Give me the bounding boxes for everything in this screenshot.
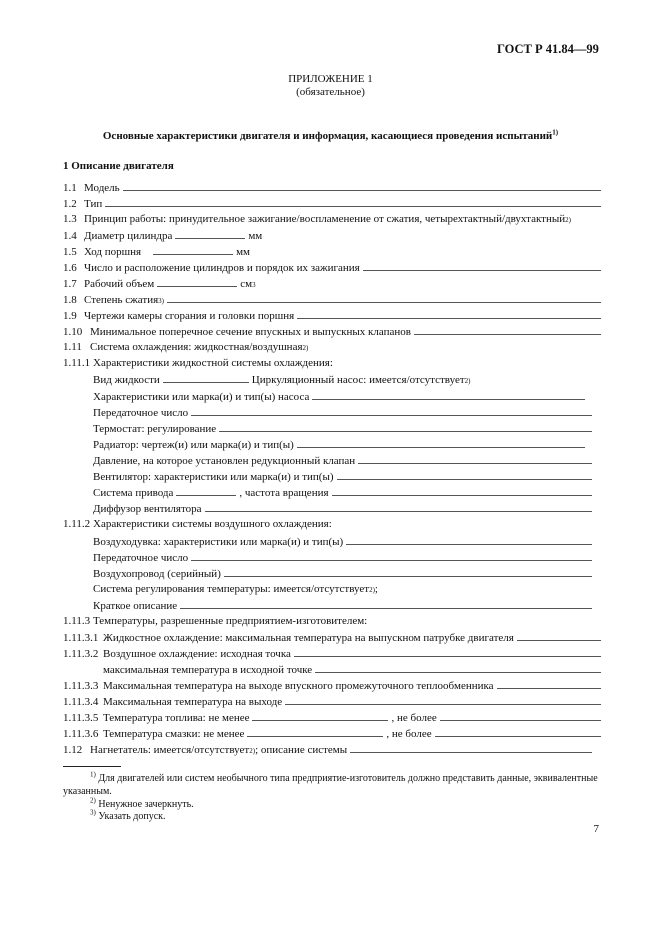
form-row-liquid-type: Вид жидкости Циркуляционный насос: имеется/отсутствует 2) — [93, 374, 471, 386]
page-number: 7 — [593, 823, 599, 835]
footnote-divider — [63, 766, 121, 767]
footnote-mark: 1) — [90, 770, 96, 779]
blank-line — [167, 292, 601, 303]
footnote-mark: 3) — [90, 808, 96, 817]
form-row-liquid-max-temp — [63, 630, 601, 644]
blank-line — [497, 678, 601, 689]
row-label: Число и расположение цилиндров и порядок их зажигания — [84, 262, 360, 274]
row-label: Система регулирования температуры: имеется/отсутствует — [93, 583, 370, 595]
form-row-air-gear-ratio — [93, 550, 592, 564]
blank-line — [294, 646, 601, 657]
form-row-supercharger: 1.12 Нагнетатель: имеется/отсутствует 2) ; описание системы — [63, 742, 592, 756]
blank-line — [358, 453, 592, 464]
standard-code: ГОСТ Р 41.84—99 — [497, 42, 599, 56]
row-number: 1.7 — [63, 278, 77, 290]
row-number: 1.11.3.6 — [63, 728, 99, 740]
row-label: Характеристики или марка(и) и тип(ы) насоса — [93, 391, 310, 403]
row-label: Модель — [84, 182, 120, 194]
row-number: 1.2 — [63, 198, 77, 210]
form-row-radiator — [93, 437, 585, 451]
form-row-gear-ratio — [93, 405, 592, 419]
form-row-fan-shroud — [93, 501, 592, 515]
form-row-compression-ratio: 1.8 Степень сжатия 3) — [63, 292, 601, 306]
footnote-1 — [63, 772, 600, 798]
row-number: 1.12 — [63, 744, 83, 756]
footnote-text: Ненужное зачеркнуть. — [98, 799, 194, 810]
unit-label: см — [240, 278, 253, 290]
row-label: Температура смазки: не менее — [103, 728, 245, 740]
form-row-air-reference-point — [63, 646, 601, 660]
blank-line — [219, 421, 592, 432]
row-label: Принцип работы: принудительное зажигание/воспламенение от сжатия, четырехтактный/двухтактный — [84, 213, 566, 225]
row-label: Ход поршня — [84, 246, 142, 258]
document-title-footnote-mark: 1) — [552, 128, 559, 137]
blank-line — [247, 726, 383, 737]
document-title-text: Основные характеристики двигателя и информация, касающиеся проведения испытаний — [102, 130, 553, 142]
row-number: 1.8 — [63, 294, 77, 306]
footnote-text: Указать допуск. — [98, 811, 166, 822]
row-number: 1.11.3.3 — [63, 680, 99, 692]
row-label: Система охлаждения: жидкостная/воздушная — [90, 341, 303, 353]
row-label: Диаметр цилиндра — [84, 230, 173, 242]
form-row-air-max-temp — [103, 662, 601, 676]
row-number: 1.10 — [63, 326, 83, 338]
row-label: Температуры, разрешенные предприятием-изготовителем: — [93, 615, 368, 627]
form-row-valves — [63, 324, 601, 338]
blank-line — [363, 260, 601, 271]
form-row-displacement: 1.7 Рабочий объем см 3 — [63, 278, 256, 290]
row-label-secondary: ; описание системы — [255, 744, 348, 756]
row-label: Характеристики системы воздушного охлаждения: — [93, 518, 332, 530]
row-number: 1.11.3.2 — [63, 648, 99, 660]
row-label-secondary: , не более — [391, 712, 437, 724]
row-label: Термостат: регулирование — [93, 423, 217, 435]
blank-line — [191, 405, 592, 416]
blank-line — [312, 389, 585, 400]
form-row-air-cooling — [63, 517, 601, 531]
row-number: 1.6 — [63, 262, 77, 274]
blank-line — [123, 180, 601, 191]
row-label: Минимальное поперечное сечение впускных и выпускных клапанов — [90, 326, 411, 338]
blank-line — [205, 501, 592, 512]
document-title — [0, 130, 661, 142]
blank-line — [297, 308, 601, 319]
blank-line — [175, 228, 245, 239]
blank-line — [337, 469, 592, 480]
form-row-temperatures — [63, 614, 601, 628]
row-number: 1.11 — [63, 341, 82, 353]
row-label-secondary: , не более — [386, 728, 432, 740]
blank-line — [435, 726, 601, 737]
form-row-blower — [93, 534, 592, 548]
form-row-type — [63, 196, 601, 210]
row-number: 1.3 — [63, 213, 77, 225]
row-label: Воздушное охлаждение: исходная точка — [103, 648, 291, 660]
row-label: Температура топлива: не менее — [103, 712, 250, 724]
row-label: Вид жидкости — [93, 374, 160, 386]
form-row-model — [63, 180, 601, 194]
row-label: Рабочий объем — [84, 278, 155, 290]
row-number: 1.5 — [63, 246, 77, 258]
row-label: Характеристики жидкостной системы охлаждения: — [93, 357, 333, 369]
form-row-temperature-control: Система регулирования температуры: имеется/отсутствует 2) ; — [93, 583, 378, 595]
form-row-intercooler-temp — [63, 678, 601, 692]
form-row-pump — [93, 389, 585, 403]
appendix-subtitle: (обязательное) — [296, 86, 365, 98]
blank-line — [440, 710, 601, 721]
row-label: Максимальная температура на выходе впускного промежуточного теплообменника — [103, 680, 494, 692]
form-row-cylinders — [63, 260, 601, 274]
blank-line — [176, 485, 236, 496]
blank-line — [157, 276, 237, 287]
form-row-thermostat — [93, 421, 592, 435]
row-label-secondary: Циркуляционный насос: имеется/отсутствует — [251, 374, 465, 386]
blank-line — [297, 437, 585, 448]
row-number: 1.11.3.1 — [63, 632, 99, 644]
row-label: Диффузор вентилятора — [93, 503, 202, 515]
footnote-mark: 2) — [90, 796, 96, 805]
blank-line — [517, 630, 601, 641]
row-label: Радиатор: чертеж(и) или марка(и) и тип(ы) — [93, 439, 294, 451]
row-number: 1.11.3.4 — [63, 696, 99, 708]
form-row-operating-principle: 1.3 Принцип работы: принудительное зажигание/воспламенение от сжатия, четырехтактный/двухтактный 2) — [63, 213, 571, 225]
blank-line — [105, 196, 601, 207]
row-label: Степень сжатия — [84, 294, 159, 306]
unit-label: мм — [236, 246, 251, 258]
row-label: Нагнетатель: имеется/отсутствует — [90, 744, 250, 756]
blank-line — [163, 372, 249, 383]
form-row-liquid-cooling — [63, 356, 601, 370]
row-number: 1.11.1 — [63, 357, 91, 369]
blank-line — [350, 742, 592, 753]
form-row-combustion-chamber — [63, 308, 601, 322]
row-label: Воздуходувка: характеристики или марка(и) и тип(ы) — [93, 536, 344, 548]
row-label: Вентилятор: характеристики или марка(и) и тип(ы) — [93, 471, 334, 483]
form-row-fuel-temp — [63, 710, 601, 724]
row-label: Максимальная температура на выходе — [103, 696, 283, 708]
form-row-air-duct — [93, 566, 592, 580]
appendix-heading — [0, 73, 661, 99]
row-number: 1.11.3.5 — [63, 712, 99, 724]
blank-line — [285, 694, 601, 705]
form-row-bore — [63, 228, 262, 242]
unit-label: мм — [248, 230, 263, 242]
row-label-secondary: , частота вращения — [239, 487, 329, 499]
row-label: Краткое описание — [93, 600, 178, 612]
row-number: 1.9 — [63, 310, 77, 322]
row-label: максимальная температура в исходной точке — [103, 664, 313, 676]
row-label: Система привода — [93, 487, 174, 499]
form-row-stroke — [63, 244, 250, 258]
form-row-oil-temp — [63, 726, 601, 740]
row-label: Воздухопровод (серийный) — [93, 568, 221, 580]
form-row-cooling-system: 1.11 Система охлаждения: жидкостная/воздушная 2) — [63, 341, 309, 353]
blank-line — [224, 566, 592, 577]
blank-line — [315, 662, 601, 673]
row-punctuation: ; — [374, 583, 378, 595]
form-row-drive-system — [93, 485, 592, 499]
blank-line — [191, 550, 592, 561]
form-row-outlet-temp — [63, 694, 601, 708]
form-row-fan — [93, 469, 592, 483]
row-label: Чертежи камеры сгорания и головки поршня — [84, 310, 295, 322]
blank-line — [180, 598, 592, 609]
form-row-brief-description — [93, 598, 592, 612]
row-label: Тип — [84, 198, 103, 210]
blank-line — [252, 710, 388, 721]
row-label: Давление, на которое установлен редукционный клапан — [93, 455, 356, 467]
footnote-text: Для двигателей или систем необычного типа предприятие-изготовитель должно представить данные, эквивалентные указанным. — [63, 773, 598, 797]
form-row-relief-valve — [93, 453, 592, 467]
row-number: 1.4 — [63, 230, 77, 242]
blank-line — [153, 244, 233, 255]
row-number: 1.1 — [63, 182, 77, 194]
row-label: Жидкостное охлаждение: максимальная температура на выпускном патрубке двигателя — [103, 632, 514, 644]
blank-line — [332, 485, 592, 496]
row-number: 1.11.2 — [63, 518, 91, 530]
row-label: Передаточное число — [93, 552, 189, 564]
blank-line — [346, 534, 592, 545]
footnote-3 — [90, 810, 166, 823]
row-label: Передаточное число — [93, 407, 189, 419]
row-number: 1.11.3 — [63, 615, 91, 627]
blank-line — [414, 324, 601, 335]
appendix-title: ПРИЛОЖЕНИЕ 1 — [288, 73, 373, 85]
section-title: 1 Описание двигателя — [63, 160, 174, 172]
